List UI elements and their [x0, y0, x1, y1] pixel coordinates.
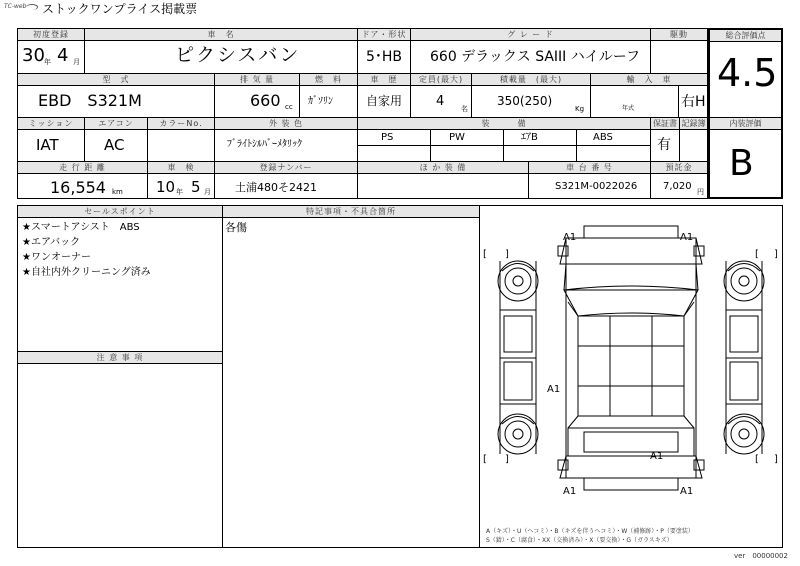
label-record: 記録簿 — [681, 119, 706, 128]
sales-point-2: ★エアバック — [22, 237, 81, 248]
label-warranty: 保証書 — [653, 119, 677, 128]
label-first-reg: 初度登録 — [18, 29, 84, 40]
equipment-1: PS — [381, 132, 394, 143]
inspection-month-unit: 月 — [204, 188, 211, 196]
load-capacity: 350(250) — [497, 94, 553, 108]
damage-mark: A1 — [547, 384, 561, 395]
chassis-number: S321M-0022026 — [555, 181, 638, 192]
label-deposit: 預託金 — [651, 162, 707, 173]
bracket-open: [ — [483, 249, 487, 260]
label-mileage: 走 行 距 離 — [18, 162, 147, 173]
kg-unit: Kg — [575, 105, 585, 113]
label-aircon: エアコン — [85, 118, 147, 129]
first-reg-month: 4 — [57, 45, 69, 66]
damage-mark: A1 — [563, 232, 577, 243]
bracket-close: ] — [505, 454, 509, 465]
label-fuel: 燃 料 — [300, 74, 357, 85]
bracket-open: [ — [755, 454, 759, 465]
sales-point-1: ★スマートアシスト ABS — [22, 222, 140, 233]
logo-swoosh — [26, 4, 38, 10]
total-score: 4.5 — [717, 51, 778, 95]
inspection-month: 5 — [191, 178, 201, 196]
label-import: 輸 入 車 — [591, 74, 707, 85]
door-shape: 5･HB — [366, 49, 403, 65]
damage-mark: A1 — [650, 451, 664, 462]
label-chassis-no: 車 台 番 号 — [529, 162, 650, 173]
tire-rear-left — [498, 414, 538, 454]
bracket-close: ] — [774, 249, 778, 260]
model-code: EBD S321M — [38, 91, 142, 110]
label-capacity: 定員(最大) — [411, 74, 471, 85]
bracket-close: ] — [505, 249, 509, 260]
registration-number: 土浦480そ2421 — [235, 181, 317, 194]
label-other-equipment: ほ か 装 備 — [358, 162, 528, 173]
label-interior-score: 内装評価 — [710, 118, 781, 129]
tire-front-left — [498, 261, 538, 301]
bracket-open: [ — [755, 249, 759, 260]
damage-mark: A1 — [680, 486, 694, 497]
vehicle-history: 自家用 — [366, 94, 403, 108]
label-caution: 注 意 事 項 — [18, 352, 222, 363]
equipment-2: PW — [449, 132, 465, 143]
label-reg-number: 登録ナンバー — [215, 162, 357, 173]
grade: 660 デラックス SAIII ハイルーフ — [430, 49, 641, 65]
interior-score: B — [729, 143, 754, 184]
legend-line-1: A（キズ）・U（ヘコミ）・B（キズを伴うヘコミ）・W（補修跡）・P（要塗装） — [486, 528, 694, 535]
label-notes: 特記事項・不具合箇所 — [223, 206, 479, 217]
label-model: 型 式 — [18, 74, 214, 85]
capacity: 4 — [436, 94, 445, 109]
inspection-year-unit: 年 — [176, 188, 183, 196]
tire-front-right — [724, 261, 764, 301]
first-reg-year: 30 — [22, 45, 45, 66]
equipment-4: ABS — [593, 132, 613, 143]
label-grade: グ レ ー ド — [411, 29, 650, 40]
month-unit: 月 — [73, 58, 80, 66]
persons-unit: 名 — [461, 105, 468, 113]
mission: IAT — [36, 136, 59, 154]
mileage: 16,554 — [50, 178, 106, 197]
label-exterior: 外 装 色 — [215, 118, 357, 129]
page-title: ストックワンプライス掲載票 — [42, 2, 198, 16]
year-model-label: 年式 — [622, 105, 635, 112]
label-total-score: 総合評価点 — [710, 30, 781, 41]
label-drive: 駆動 — [651, 29, 707, 40]
km-unit: km — [112, 188, 123, 196]
damage-mark: A1 — [680, 232, 694, 243]
label-sales-point: セールスポイント — [18, 206, 222, 217]
cc-unit: cc — [285, 103, 293, 111]
aircon: AC — [104, 136, 125, 154]
vehicle-diagram — [480, 206, 782, 526]
label-mission: ミッション — [18, 118, 84, 129]
car-name: ピクシスバン — [175, 44, 301, 66]
fuel: ｶﾞｿﾘﾝ — [308, 96, 333, 107]
damage-mark: A1 — [563, 486, 577, 497]
sales-point-3: ★ワンオーナー — [22, 252, 91, 263]
tire-rear-right — [724, 414, 764, 454]
inspection-year: 10 — [156, 178, 176, 196]
steering: 右H — [681, 94, 706, 110]
label-car-name: 車 名 — [85, 29, 357, 40]
notes-text: 各傷 — [225, 221, 247, 234]
year-unit: 年 — [44, 58, 51, 66]
equipment-3: ｴｱB — [521, 132, 538, 143]
label-door-shape: ドア・形状 — [358, 29, 410, 40]
bracket-open: [ — [483, 454, 487, 465]
deposit-value: 7,020 — [663, 181, 692, 192]
label-equipment: 装 備 — [358, 118, 650, 129]
label-inspection: 車 検 — [148, 162, 214, 173]
label-load: 積載量 (最大) — [472, 74, 590, 85]
logo: TC-web — [4, 3, 27, 10]
label-displacement: 排 気 量 — [215, 74, 299, 85]
label-color-no: カラーNo. — [148, 118, 214, 129]
sales-point-4: ★自社内外クリーニング済み — [22, 267, 151, 278]
displacement: 660 — [250, 91, 281, 110]
yen-unit: 円 — [697, 188, 704, 196]
label-vehicle-history: 車 歴 — [358, 74, 410, 85]
warranty-value: 有 — [657, 137, 671, 153]
version-label: ver 00000002 — [734, 552, 788, 560]
exterior-color: ﾌﾞﾗｲﾄｼﾙﾊﾞｰﾒﾀﾘｯｸ — [227, 139, 302, 150]
bracket-close: ] — [774, 454, 778, 465]
legend-line-2: S（錆）・C（腐食）・XX（交換済み）・X（要交換）・G（ガラスキズ） — [486, 537, 673, 544]
